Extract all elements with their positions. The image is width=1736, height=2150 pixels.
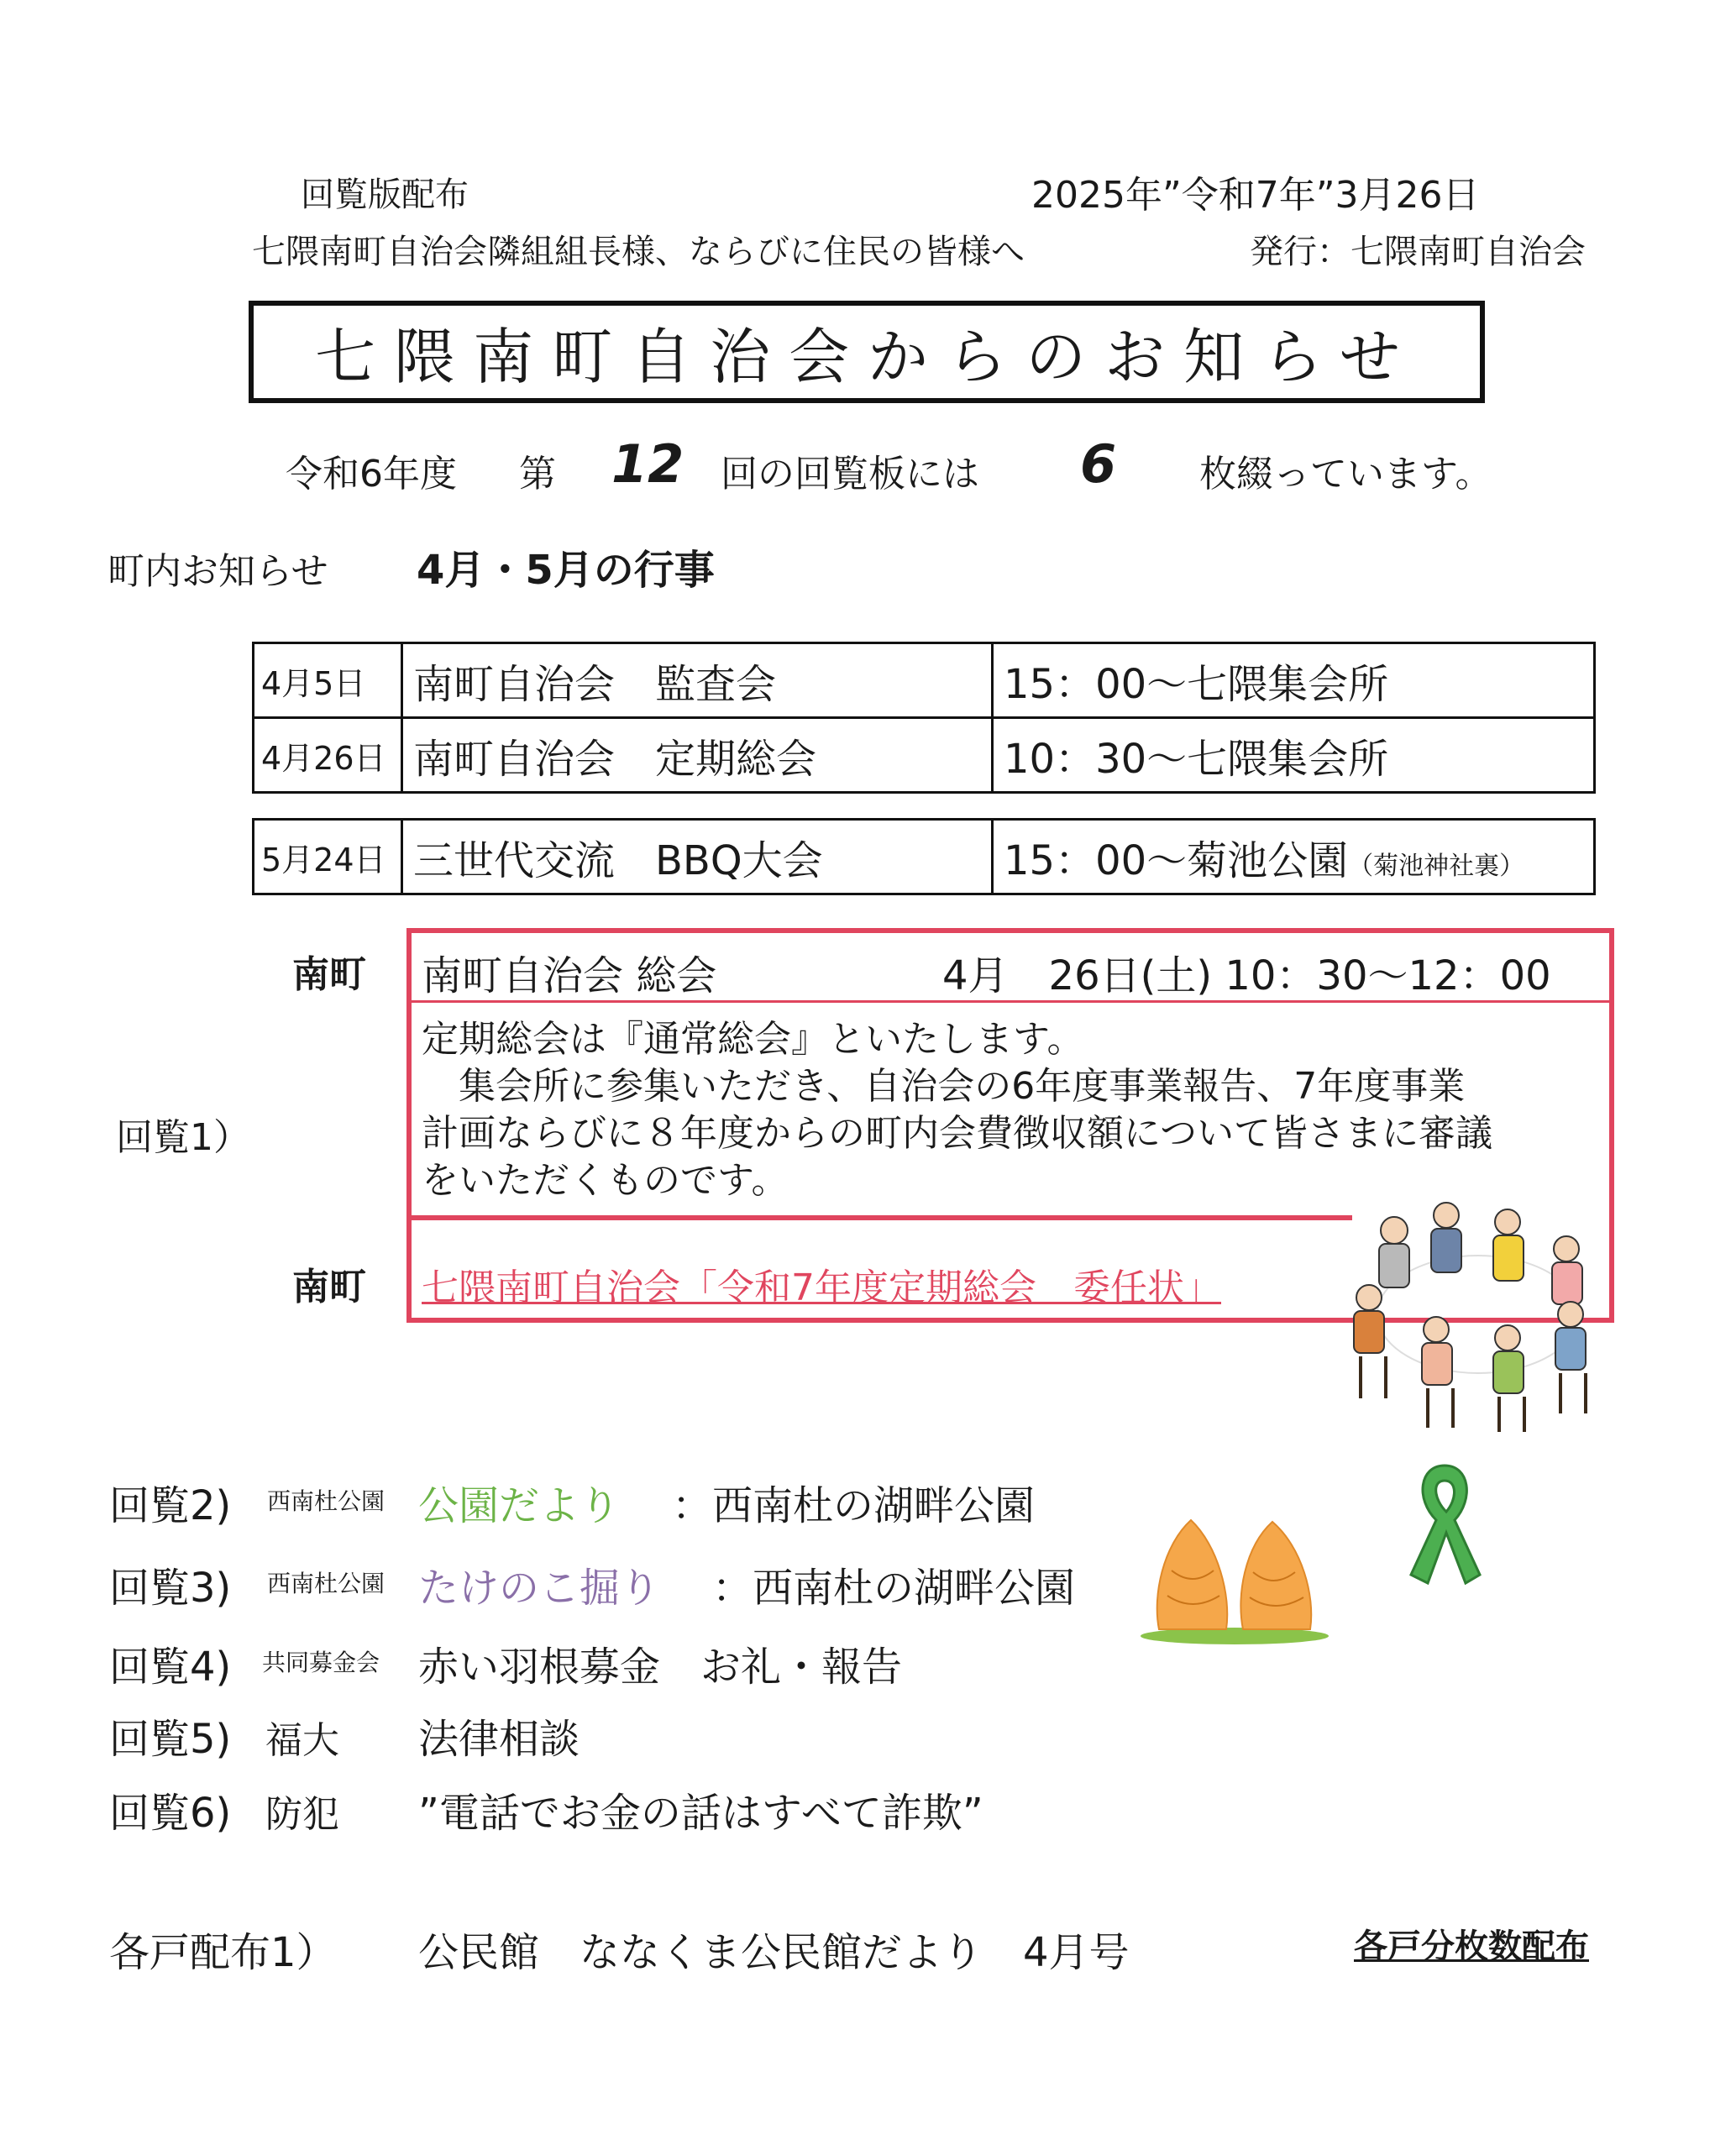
issuer: 発行：七隈南町自治会: [1250, 233, 1586, 271]
fiscal-year: 令和6年度: [286, 453, 457, 496]
table-row: [254, 820, 1595, 894]
count-suffix: 枚綴っています。: [1199, 453, 1492, 496]
event-date: 4月26日: [254, 718, 402, 793]
kairan3-label: 回覧3): [109, 1565, 232, 1612]
meeting-datetime: 4月 26日(土) 10：30～12：00: [942, 952, 1551, 999]
event-time-cell: [993, 820, 1595, 894]
event-name: 南町自治会 定期総会: [402, 718, 993, 793]
meeting-body-line: 計画ならびに８年度からの町内会費徴収額について皆さまに審議: [422, 1112, 1493, 1155]
kairan2-title: 公園だより: [418, 1482, 621, 1529]
section-label: 町内お知らせ: [108, 550, 328, 593]
proxy-form-link[interactable]: 七隈南町自治会「令和7年度定期総会 委任状」: [422, 1266, 1221, 1309]
kairan6-title: ”電話でお金の話はすべて詐欺”: [418, 1790, 983, 1837]
kairan2-rest: ：西南杜の湖畔公園: [672, 1482, 1036, 1529]
kairan3-rest: ：西南杜の湖畔公園: [712, 1565, 1076, 1612]
kairan5-source: 福大: [265, 1719, 339, 1762]
meeting-body-line: 集会所に参集いただき、自治会の6年度事業報告、7年度事業: [422, 1065, 1466, 1108]
kairan1-tag-top: 南町: [292, 953, 366, 996]
kairan4-label: 回覧4): [109, 1644, 232, 1691]
event-time: 10：30～七隈集会所: [993, 718, 1595, 793]
sheet-count: 6: [1080, 433, 1117, 495]
title-box: [249, 301, 1485, 403]
kairan2-source: 西南杜公園: [267, 1487, 385, 1515]
kairan2-label: 回覧2): [109, 1482, 232, 1529]
divider: [412, 1215, 1352, 1220]
kairan5-label: 回覧5): [109, 1716, 232, 1763]
table-row: [254, 643, 1595, 718]
meeting-body-line: 定期総会は『通常総会』といたします。: [422, 1018, 1084, 1061]
event-date: 5月24日: [254, 820, 402, 894]
count-mid-text: 回の回覧板には: [721, 453, 979, 496]
page-title: 七隈南町自治会からのお知らせ: [315, 322, 1419, 392]
event-note: （菊池神社裏）: [1348, 851, 1525, 881]
event-date: 4月5日: [254, 643, 402, 718]
table-row: [254, 718, 1595, 793]
green-ribbon-icon: [1394, 1449, 1495, 1592]
addressee: 七隈南町自治会隣組組長様、ならびに住民の皆様へ: [252, 233, 1025, 271]
distribution-note: 各戸分枚数配布: [1354, 1927, 1589, 1966]
schedule-table-may: [252, 818, 1596, 895]
issue-number: 12: [611, 433, 684, 495]
kairan5-title: 法律相談: [418, 1716, 580, 1763]
issue-date: 2025年”令和7年”3月26日: [1031, 174, 1480, 217]
kairan3-source: 西南杜公園: [267, 1570, 385, 1597]
kairan6-source: 防犯: [265, 1793, 339, 1836]
doc-type: 回覧版配布: [301, 176, 469, 214]
kairan1-tag-bottom: 南町: [292, 1266, 366, 1308]
kairan6-label: 回覧6): [109, 1790, 232, 1837]
kairan1-label: 回覧1）: [116, 1116, 250, 1159]
bamboo-shoots-illustration: [1134, 1512, 1335, 1646]
distribution-label: 各戸配布1）: [109, 1929, 337, 1976]
meeting-body-line: をいただくものです。: [422, 1159, 789, 1202]
kairan4-title: 赤い羽根募金 お礼・報告: [418, 1644, 903, 1691]
meeting-title: 南町自治会 総会: [422, 952, 717, 999]
event-time: 15：00～菊池公園: [1004, 836, 1349, 884]
distribution-item: 公民館 ななくま公民館だより 4月号: [418, 1929, 1130, 1976]
dai-label: 第: [519, 453, 556, 496]
event-name: 南町自治会 監査会: [402, 643, 993, 718]
kairan4-source: 共同募金会: [262, 1649, 380, 1676]
section-heading: 4月・5月の行事: [417, 547, 715, 594]
schedule-table-april: [252, 642, 1596, 794]
meeting-people-illustration: [1335, 1188, 1621, 1436]
kairan3-title: たけのこ掘り: [418, 1565, 661, 1612]
event-name: 三世代交流 BBQ大会: [402, 820, 993, 894]
event-time: 15：00～七隈集会所: [993, 643, 1595, 718]
